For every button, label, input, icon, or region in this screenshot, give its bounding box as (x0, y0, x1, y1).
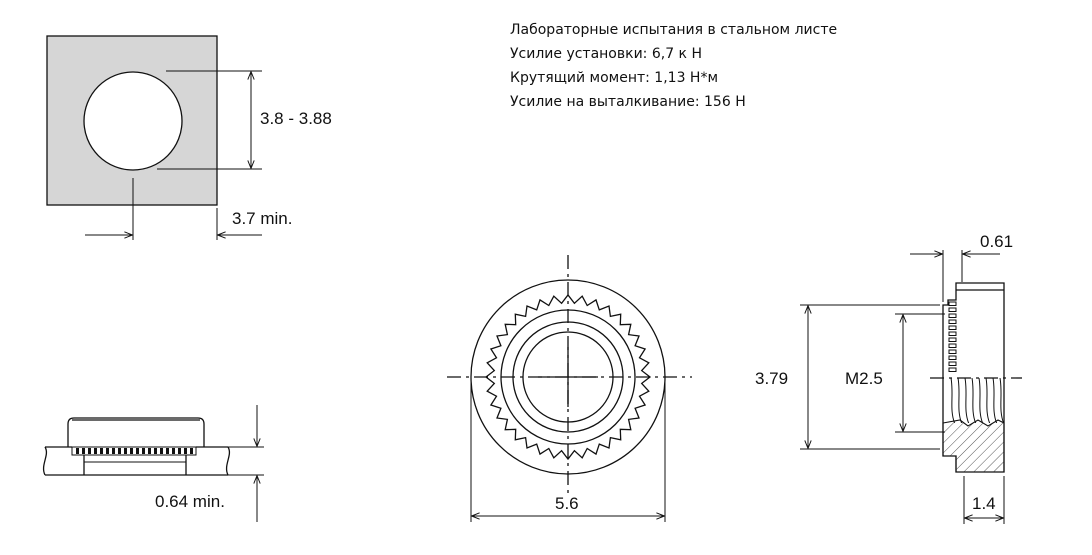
thread-stroke (993, 378, 997, 424)
installed-side-view (44, 405, 264, 522)
thread-stroke (965, 378, 969, 424)
thread-lines (944, 378, 1011, 424)
hole-diameter-label: 3.8 - 3.88 (260, 109, 332, 128)
section-knurl-tooth (949, 344, 956, 348)
specs-pushout-force: Усилие на выталкивание: 156 Н (510, 94, 746, 110)
knurl-tooth (124, 448, 127, 454)
nut-front-view (447, 255, 692, 522)
knurl-tooth (136, 448, 139, 454)
knurl-tooth (118, 448, 121, 454)
knurl-tooth (94, 448, 97, 454)
section-knurl-tooth (949, 326, 956, 330)
section-knurl-tooth (949, 356, 956, 360)
knurl-tooth (76, 448, 79, 454)
test-specifications (510, 22, 837, 110)
section-knurl-tooth (949, 368, 956, 372)
knurl-tooth (160, 448, 163, 454)
thread-stroke (1007, 378, 1011, 424)
sheet-hole-view (47, 36, 332, 240)
edge-distance-label: 3.7 min. (232, 209, 293, 228)
knurl-tooth (154, 448, 157, 454)
section-hatch (943, 420, 1004, 472)
specs-installation-force: Усилие установки: 6,7 к Н (510, 46, 702, 62)
sheet-thickness-label: 0.64 min. (155, 492, 225, 511)
knurl-tooth (190, 448, 193, 454)
specs-title: Лабораторные испытания в стальном листе (510, 22, 838, 38)
mounting-hole (84, 72, 182, 170)
outer-diameter-label: 5.6 (555, 494, 579, 513)
nut-head-outline (68, 418, 204, 447)
section-knurl-tooth (949, 338, 956, 342)
sheet-break-right (227, 447, 230, 475)
shank-diameter-label: 3.79 (755, 369, 789, 388)
shank-length-label: 0.61 (980, 232, 1014, 251)
sheet-break-left (44, 447, 47, 475)
section-knurl-tooth (949, 332, 956, 336)
section-knurl (949, 302, 956, 372)
knurl-tooth (166, 448, 169, 454)
section-knurl-tooth (949, 302, 956, 306)
thread-size-label: M2.5 (845, 369, 883, 388)
knurl-tooth (130, 448, 133, 454)
knurl-tooth (142, 448, 145, 454)
nut-section-view (755, 232, 1022, 524)
knurl-tooth (112, 448, 115, 454)
thread-stroke (979, 378, 983, 424)
thread-stroke (986, 378, 990, 424)
section-knurl-tooth (949, 362, 956, 366)
knurl-tooth (172, 448, 175, 454)
thread-stroke (944, 378, 948, 424)
section-knurl-tooth (949, 350, 956, 354)
knurl-tooth (100, 448, 103, 454)
specs-torque: Крутящий момент: 1,13 Н*м (510, 70, 719, 86)
knurl-tooth (82, 448, 85, 454)
section-knurl-tooth (949, 314, 956, 318)
height-label: 1.4 (972, 494, 996, 513)
knurl-tooth (178, 448, 181, 454)
knurl-tooth (106, 448, 109, 454)
shank-sides (84, 455, 186, 475)
knurl-tooth (148, 448, 151, 454)
knurl-tooth (88, 448, 91, 454)
thread-stroke (972, 378, 976, 424)
section-knurl-tooth (949, 320, 956, 324)
knurl-tooth (184, 448, 187, 454)
thread-stroke (958, 378, 962, 424)
thread-stroke (951, 378, 955, 424)
section-knurl-tooth (949, 308, 956, 312)
